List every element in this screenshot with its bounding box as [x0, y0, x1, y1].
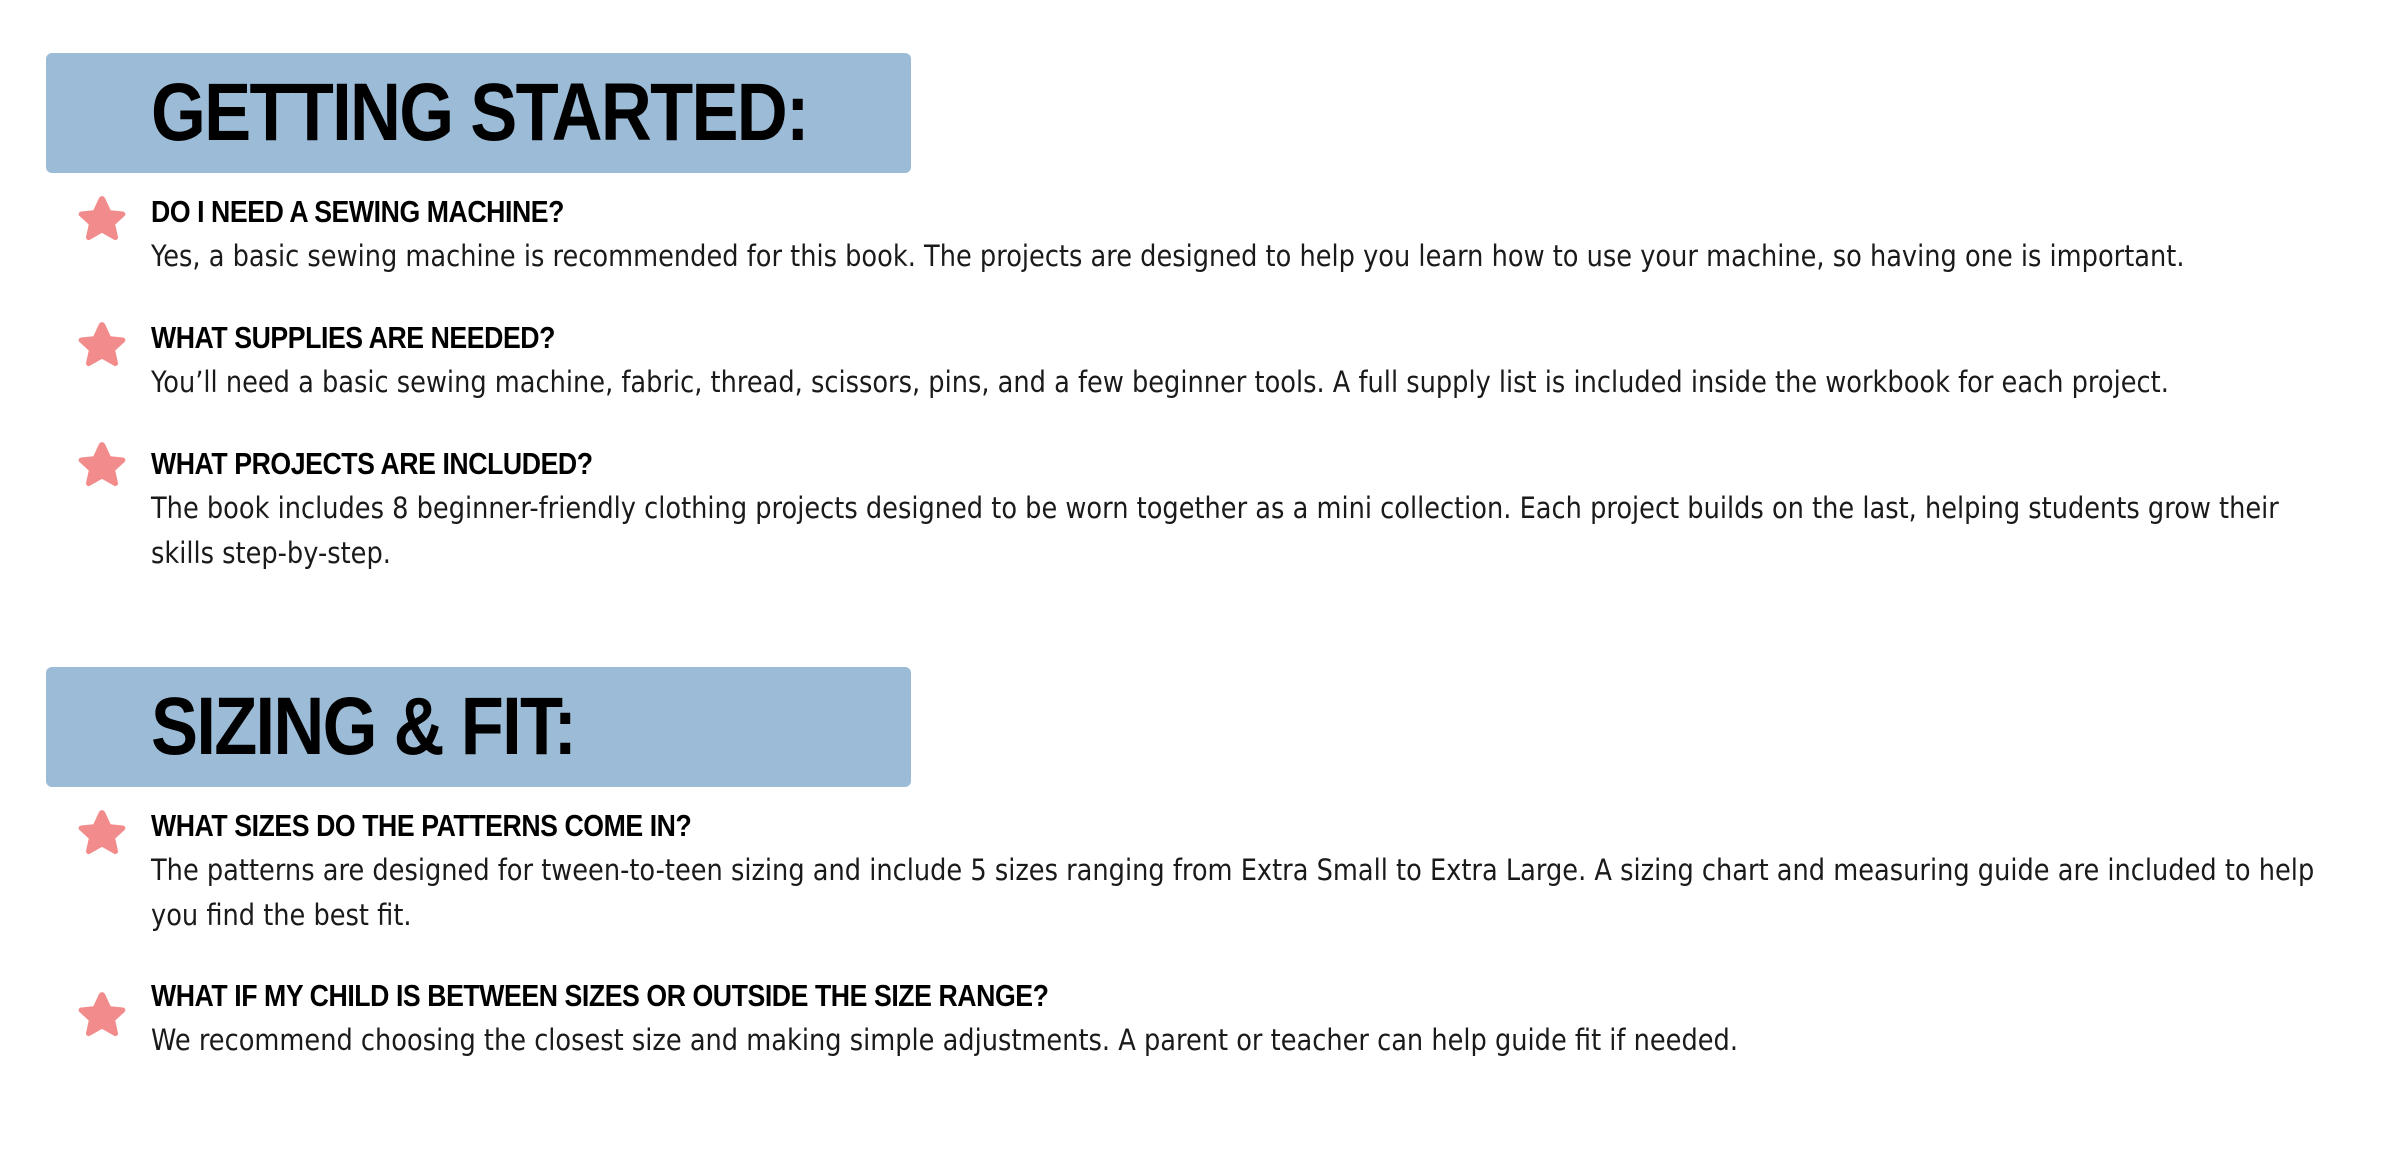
faq-question: WHAT IF MY CHILD IS BETWEEN SIZES OR OUTSIDE THE SIZE RANGE?: [151, 978, 1049, 1013]
faq-answer: We recommend choosing the closest size and making simple adjustments. A parent or teacher can help guide fit if needed.: [151, 1023, 1739, 1057]
faq-answer: The patterns are designed for tween-to-teen sizing and include 5 sizes ranging from Extra Small to Extra Large. A sizing chart and measuring guide are included to help you find the best fit.: [151, 853, 2315, 932]
section-header-getting-started: [46, 53, 911, 173]
faq-text: [151, 192, 2361, 279]
faq-answer: You’ll need a basic sewing machine, fabric, thread, scissors, pins, and a few beginner tools. A full supply list is included inside the workbook for each project.: [151, 365, 2169, 399]
faq-text: [151, 976, 2361, 1063]
star-icon: [75, 320, 129, 374]
star-icon: [75, 990, 129, 1044]
faq-question: WHAT SIZES DO THE PATTERNS COME IN?: [151, 808, 692, 843]
faq-text: [151, 318, 2361, 405]
faq-question: WHAT PROJECTS ARE INCLUDED?: [151, 446, 593, 481]
faq-text: [151, 806, 2361, 938]
star-icon: [75, 194, 129, 248]
faq-answer: The book includes 8 beginner-friendly clothing projects designed to be worn together as a mini collection. Each project builds on the last, helping students grow their skills step-by-step.: [151, 491, 2279, 570]
star-icon: [75, 440, 129, 494]
faq-question: WHAT SUPPLIES ARE NEEDED?: [151, 320, 555, 355]
faq-text: [151, 444, 2361, 576]
section-title: GETTING STARTED:: [151, 67, 808, 158]
faq-question: DO I NEED A SEWING MACHINE?: [151, 194, 564, 229]
star-icon: [75, 808, 129, 862]
section-title: SIZING & FIT:: [151, 681, 576, 772]
faq-answer: Yes, a basic sewing machine is recommended for this book. The projects are designed to help you learn how to use your machine, so having one is important.: [151, 239, 2185, 273]
section-header-sizing-fit: [46, 667, 911, 787]
